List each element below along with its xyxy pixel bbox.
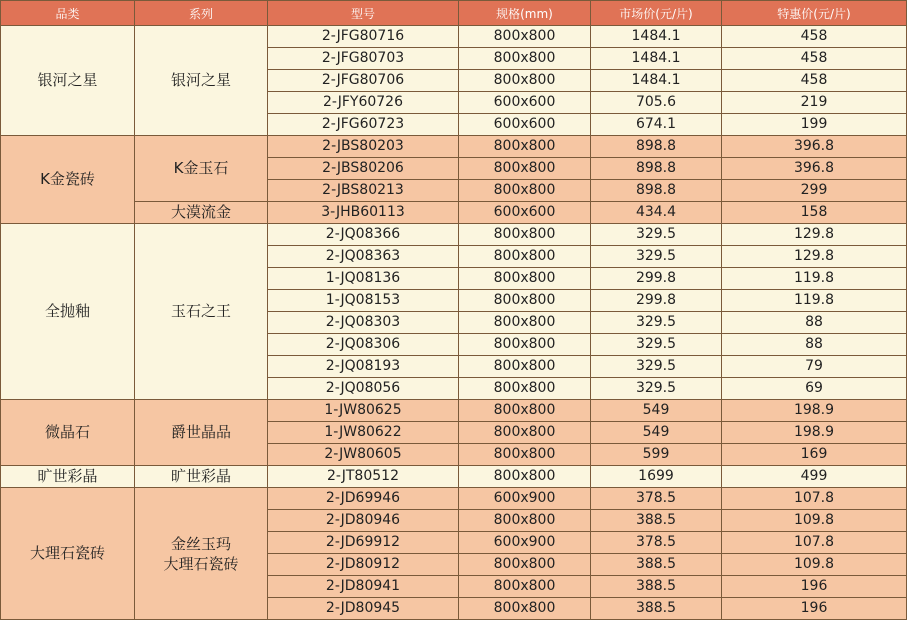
header-row [1,1,907,26]
special-price-cell: 219 [722,92,907,114]
special-price-cell: 196 [722,576,907,598]
market-price-cell: 1699 [591,466,722,488]
model-cell: 2-JD69946 [268,488,459,510]
size-cell: 600x600 [459,92,591,114]
special-price-cell: 119.8 [722,268,907,290]
model-cell: 2-JFG80716 [268,26,459,48]
special-price-cell: 198.9 [722,400,907,422]
header-special-price: 特惠价(元/片) [722,1,907,26]
market-price-cell: 599 [591,444,722,466]
market-price-cell: 434.4 [591,202,722,224]
model-cell: 1-JW80625 [268,400,459,422]
series-cell: 旷世彩晶 [135,466,268,488]
special-price-cell: 109.8 [722,554,907,576]
size-cell: 800x800 [459,224,591,246]
size-cell: 800x800 [459,334,591,356]
special-price-cell: 299 [722,180,907,202]
model-cell: 2-JFG80703 [268,48,459,70]
model-cell: 2-JD80945 [268,598,459,620]
size-cell: 800x800 [459,26,591,48]
market-price-cell: 898.8 [591,158,722,180]
market-price-cell: 1484.1 [591,26,722,48]
market-price-cell: 329.5 [591,246,722,268]
special-price-cell: 79 [722,356,907,378]
market-price-cell: 1484.1 [591,70,722,92]
header-size: 规格(mm) [459,1,591,26]
model-cell: 2-JFG60723 [268,114,459,136]
market-price-cell: 705.6 [591,92,722,114]
category-cell: 旷世彩晶 [1,466,135,488]
special-price-cell: 396.8 [722,158,907,180]
table-row [1,488,907,510]
special-price-cell: 129.8 [722,224,907,246]
model-cell: 1-JQ08153 [268,290,459,312]
size-cell: 800x800 [459,444,591,466]
market-price-cell: 329.5 [591,378,722,400]
category-cell: 全抛釉 [1,224,135,400]
market-price-cell: 388.5 [591,598,722,620]
size-cell: 800x800 [459,576,591,598]
table-row [1,224,907,246]
market-price-cell: 898.8 [591,180,722,202]
model-cell: 2-JQ08366 [268,224,459,246]
model-cell: 2-JQ08303 [268,312,459,334]
model-cell: 2-JD80912 [268,554,459,576]
special-price-cell: 107.8 [722,532,907,554]
model-cell: 1-JW80622 [268,422,459,444]
category-cell: 大理石瓷砖 [1,488,135,620]
special-price-cell: 158 [722,202,907,224]
model-cell: 2-JT80512 [268,466,459,488]
market-price-cell: 329.5 [591,356,722,378]
size-cell: 800x800 [459,48,591,70]
special-price-cell: 198.9 [722,422,907,444]
model-cell: 2-JD80941 [268,576,459,598]
size-cell: 800x800 [459,70,591,92]
category-cell: 银河之星 [1,26,135,136]
market-price-cell: 388.5 [591,576,722,598]
series-cell: 银河之星 [135,26,268,136]
market-price-cell: 329.5 [591,312,722,334]
size-cell: 800x800 [459,180,591,202]
size-cell: 800x800 [459,158,591,180]
size-cell: 800x800 [459,422,591,444]
special-price-cell: 396.8 [722,136,907,158]
header-series: 系列 [135,1,268,26]
special-price-cell: 69 [722,378,907,400]
model-cell: 2-JD80946 [268,510,459,532]
model-cell: 2-JBS80203 [268,136,459,158]
market-price-cell: 1484.1 [591,48,722,70]
special-price-cell: 199 [722,114,907,136]
model-cell: 2-JD69912 [268,532,459,554]
table-row [1,400,907,422]
size-cell: 800x800 [459,510,591,532]
special-price-cell: 196 [722,598,907,620]
size-cell: 600x600 [459,114,591,136]
size-cell: 600x900 [459,488,591,510]
size-cell: 800x800 [459,598,591,620]
series-cell: 爵世晶品 [135,400,268,466]
market-price-cell: 329.5 [591,224,722,246]
model-cell: 2-JQ08056 [268,378,459,400]
market-price-cell: 388.5 [591,554,722,576]
market-price-cell: 299.8 [591,268,722,290]
header-market-price: 市场价(元/片) [591,1,722,26]
size-cell: 800x800 [459,290,591,312]
table-body [1,26,907,620]
table-row [1,466,907,488]
special-price-cell: 499 [722,466,907,488]
table-row [1,26,907,48]
special-price-cell: 88 [722,312,907,334]
table-row [1,202,907,224]
size-cell: 800x800 [459,466,591,488]
category-cell: K金瓷砖 [1,136,135,224]
special-price-cell: 107.8 [722,488,907,510]
size-cell: 800x800 [459,400,591,422]
model-cell: 2-JQ08306 [268,334,459,356]
series-cell: K金玉石 [135,136,268,202]
market-price-cell: 299.8 [591,290,722,312]
market-price-cell: 549 [591,400,722,422]
market-price-cell: 674.1 [591,114,722,136]
special-price-cell: 88 [722,334,907,356]
series-cell: 大漠流金 [135,202,268,224]
market-price-cell: 329.5 [591,334,722,356]
header-category: 品类 [1,1,135,26]
special-price-cell: 129.8 [722,246,907,268]
market-price-cell: 378.5 [591,488,722,510]
header-model: 型号 [268,1,459,26]
special-price-cell: 458 [722,48,907,70]
market-price-cell: 549 [591,422,722,444]
size-cell: 800x800 [459,268,591,290]
size-cell: 800x800 [459,312,591,334]
model-cell: 2-JW80605 [268,444,459,466]
special-price-cell: 458 [722,26,907,48]
model-cell: 1-JQ08136 [268,268,459,290]
size-cell: 800x800 [459,136,591,158]
series-cell: 玉石之王 [135,224,268,400]
special-price-cell: 169 [722,444,907,466]
size-cell: 800x800 [459,554,591,576]
model-cell: 2-JBS80213 [268,180,459,202]
model-cell: 3-JHB60113 [268,202,459,224]
table-row [1,136,907,158]
special-price-cell: 109.8 [722,510,907,532]
category-cell: 微晶石 [1,400,135,466]
size-cell: 600x900 [459,532,591,554]
market-price-cell: 378.5 [591,532,722,554]
special-price-cell: 119.8 [722,290,907,312]
series-cell: 金丝玉玛 大理石瓷砖 [135,488,268,620]
size-cell: 800x800 [459,246,591,268]
model-cell: 2-JBS80206 [268,158,459,180]
size-cell: 600x600 [459,202,591,224]
model-cell: 2-JQ08193 [268,356,459,378]
market-price-cell: 388.5 [591,510,722,532]
size-cell: 800x800 [459,378,591,400]
model-cell: 2-JQ08363 [268,246,459,268]
size-cell: 800x800 [459,356,591,378]
model-cell: 2-JFG80706 [268,70,459,92]
special-price-cell: 458 [722,70,907,92]
model-cell: 2-JFY60726 [268,92,459,114]
market-price-cell: 898.8 [591,136,722,158]
